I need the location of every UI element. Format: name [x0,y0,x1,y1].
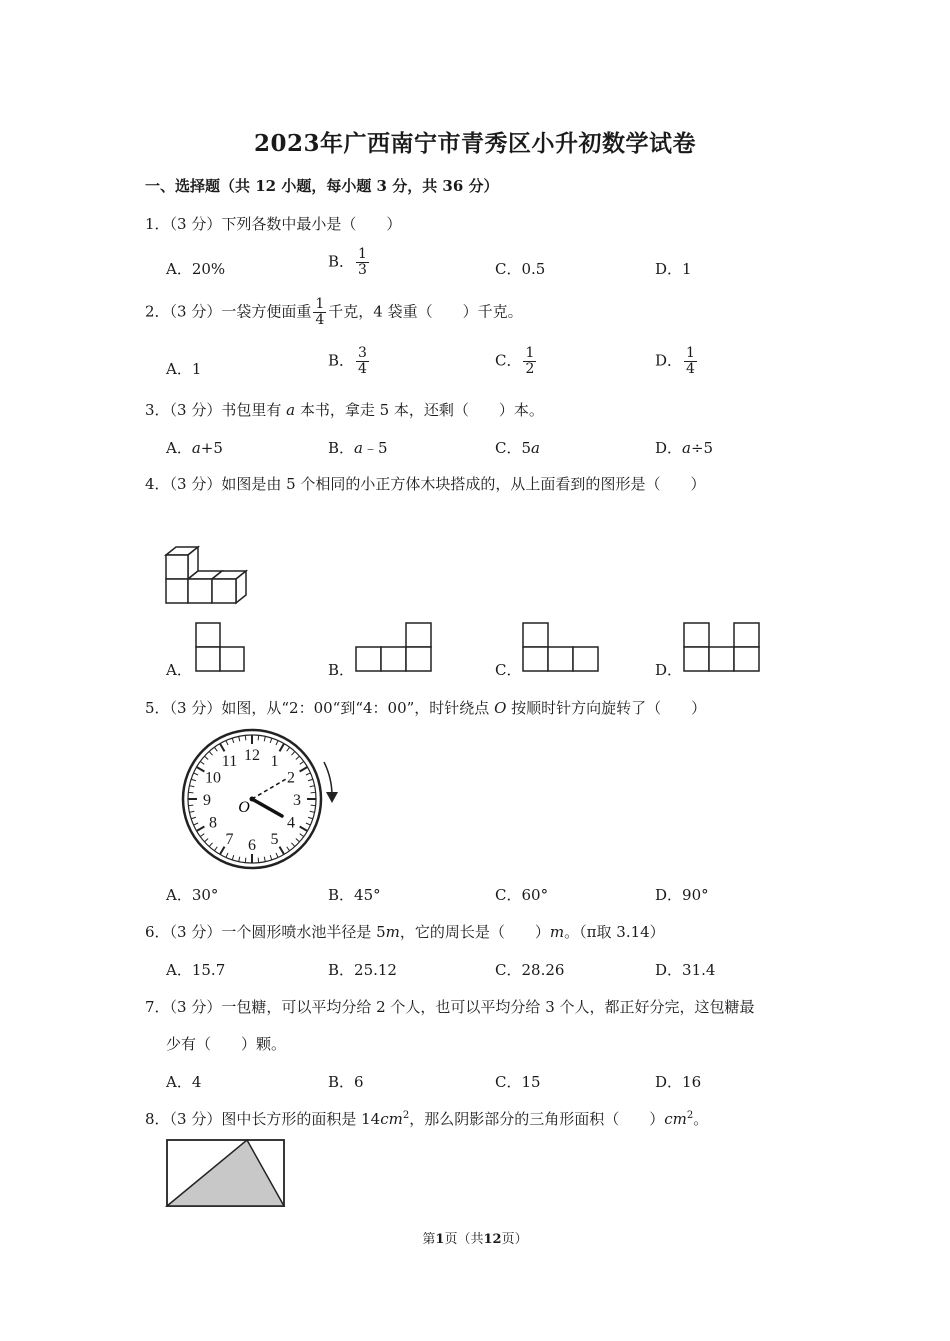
option-label: D． [655,439,683,457]
clock-minor-tick [245,858,246,863]
clock-center-point [250,797,255,802]
superscript: 2 [686,1110,694,1121]
unit: cm [664,1110,687,1128]
arrow-head-icon [326,792,338,803]
grid-square [220,647,244,671]
q7-option-a[interactable] [166,1071,201,1092]
numerator: 3 [358,345,367,361]
numerator: 1 [315,296,325,312]
q4-option-b-figure [356,623,431,671]
rectangle-figure [167,1140,284,1206]
denominator: 4 [358,361,367,377]
option-label: C． [495,260,522,278]
option-text: 1 [191,360,202,378]
option-label: D． [655,961,683,979]
grid-square [406,623,431,647]
grid-square [734,647,759,671]
clock-minor-tick [311,805,316,806]
option-label: D． [655,1073,683,1091]
q5-option-d[interactable] [655,884,709,905]
rotation-arrow [324,762,332,797]
option-text: +5 [200,439,223,457]
superscript: 2 [402,1110,410,1121]
q4-option-a-figure [196,623,244,671]
option-label: A． [166,961,192,979]
denominator: 4 [315,312,325,328]
option-text: 6 [354,1073,364,1091]
grid-square [196,647,220,671]
option-label: B． [328,886,355,904]
q6-option-d[interactable] [655,959,715,980]
clock-number: 4 [286,814,295,832]
cube-front-face [166,555,188,579]
clock-number: 8 [209,814,218,832]
clock-number: 7 [225,830,234,848]
question-8-stem [145,1108,708,1129]
grid-square [523,647,548,671]
clock-number: 6 [248,837,256,854]
option-label: A． [166,260,192,278]
option-label: B． [328,1073,355,1091]
unit: cm [380,1110,403,1128]
grid-square [734,623,759,647]
q4-option-c-figure [523,623,598,671]
cube-stack [166,547,246,603]
option-label: D． [655,260,683,278]
q6-option-c[interactable] [495,959,564,980]
q4-option-d[interactable]: D． [655,661,683,679]
option-text: 90° [682,886,709,904]
clock-number: 1 [270,753,279,771]
q6-option-b[interactable] [328,959,397,980]
q4-option-c[interactable]: C． [495,661,522,679]
variable: a [682,439,691,457]
grid-square [684,647,709,671]
clock-center-label: O [238,799,250,816]
stem-text: 按顺时针方向旋转了（ ） [506,699,707,717]
option-label: D． [655,886,683,904]
option-label: B． [328,439,355,457]
option-text: 28.26 [521,961,565,979]
clock-minor-tick [188,792,193,793]
option-text: 1 [682,260,692,278]
clock-minor-tick [258,735,259,740]
stem-text: ，那么阴影部分的三角形面积（ ） [409,1110,665,1128]
clock-number: 12 [244,747,260,764]
q4-option-b[interactable]: B． [328,661,355,679]
clock-number: 5 [270,830,279,848]
grid-square [548,647,573,671]
option-label: C． [495,1073,522,1091]
cube-front-face [188,579,212,603]
numerator: 1 [525,345,535,361]
option-label: A． [166,1073,192,1091]
variable: O [494,699,507,717]
option-text: 30° [191,886,219,904]
variable: a [286,401,296,419]
clock-number: 3 [293,792,301,809]
grid-square [406,647,431,671]
option-label: C． [495,961,522,979]
grid-square [196,623,220,647]
footer-text: 页） [501,1232,528,1247]
variable: a [531,439,540,457]
option-label: A． [166,439,192,457]
denominator: 3 [358,262,367,278]
clock-number: 2 [286,769,295,787]
stem-text: 。 [693,1110,709,1128]
option-text: 16 [682,1073,702,1091]
denominator: 4 [686,361,695,377]
denominator: 2 [525,361,535,377]
option-label: C． [495,351,522,370]
stem-text: 6．（3 分）一个圆形喷水池半径是 5 [145,923,386,941]
numerator: 1 [358,246,367,262]
option-text: 15.7 [191,961,226,979]
q7-option-c[interactable] [495,1071,541,1092]
footer-text: 第 [422,1232,436,1247]
q5-option-c[interactable] [495,884,548,905]
q7-option-b[interactable] [328,1071,364,1092]
option-text: ÷5 [690,439,714,457]
stem-text: ，它的周长是（ ） [399,923,550,941]
clock-minor-tick [311,792,316,793]
option-text: ﹣5 [362,439,388,457]
variable: m [549,923,565,941]
option-text: 60° [521,886,549,904]
clock-minor-tick [245,735,246,740]
variable: m [385,923,400,941]
question-7-stem-line2: 少有（ ）颗。 [166,1035,287,1053]
option-text: 4 [191,1073,202,1091]
option-label: C． [495,886,522,904]
stem-text: 2．（3 分）一袋方便面重 [145,302,312,321]
q4-option-a[interactable]: A． [166,661,192,679]
stem-text: 。（π取 3.14） [564,923,665,941]
grid-square [523,623,548,647]
option-text: 15 [521,1073,541,1091]
clock-number: 9 [203,792,211,809]
page-footer [0,1228,950,1247]
question-6-stem [145,921,665,942]
option-label: C． [495,439,522,457]
clock-minor-tick [258,858,259,863]
option-label: D． [655,351,683,370]
numerator: 1 [686,345,695,361]
clock-figure [183,730,338,868]
grid-square [381,647,406,671]
grid-square [356,647,381,671]
stem-text: 千克，4 袋重（ ）千克。 [328,302,523,321]
stem-text: 本书，拿走 5 本，还剩（ ）本。 [295,401,544,419]
q5-option-b[interactable] [328,884,381,905]
grid-square [684,623,709,647]
q6-option-a[interactable] [166,959,225,980]
cube-front-face [166,579,188,603]
clock-minor-tick [188,805,193,806]
question-1-stem: 1．（3 分）下列各数中最小是（ ） [145,215,402,233]
stem-text: 8．（3 分）图中长方形的面积是 14 [145,1110,381,1128]
section-heading: 一、选择题（共 12 小题，每小题 3 分，共 36 分） [145,177,499,195]
option-text: 5 [521,439,532,457]
cube-front-face [212,579,236,603]
option-label: A． [166,360,192,378]
variable: a [354,439,363,457]
option-label: B． [328,252,355,271]
option-label: B． [328,961,355,979]
q7-option-d[interactable] [655,1071,701,1092]
option-label: A． [166,886,192,904]
page-title: 2023年广西南宁市青秀区小升初数学试卷 [253,130,696,157]
variable: a [191,439,201,457]
option-text: 31.4 [682,961,716,979]
option-text: 45° [354,886,381,904]
q5-option-a[interactable] [166,884,218,905]
grid-square [573,647,598,671]
stem-text: 5．（3 分）如图，从“2：00“到“4：00”，时针绕点 [145,699,495,717]
clock-number: 11 [221,753,238,771]
question-7-stem-line1: 7．（3 分）一包糖，可以平均分给 2 个人，也可以平均分给 3 个人，都正好分完，这包糖最 [145,998,755,1016]
page-number: 1 [435,1232,445,1247]
question-5-stem [145,697,706,718]
option-text: 0.5 [521,260,546,278]
footer-text: 页（共 [444,1232,484,1247]
option-text: 20% [191,260,226,278]
q4-option-d-figure [684,623,759,671]
grid-square [709,647,734,671]
question-4-stem: 4．（3 分）如图是由 5 个相同的小正方体木块搭成的，从上面看到的图形是（ ） [145,475,706,493]
stem-text: 3．（3 分）书包里有 [145,401,287,419]
clock-number: 10 [205,769,222,787]
option-label: B． [328,351,355,370]
option-text: 25.12 [354,961,397,979]
total-pages: 12 [483,1232,502,1247]
